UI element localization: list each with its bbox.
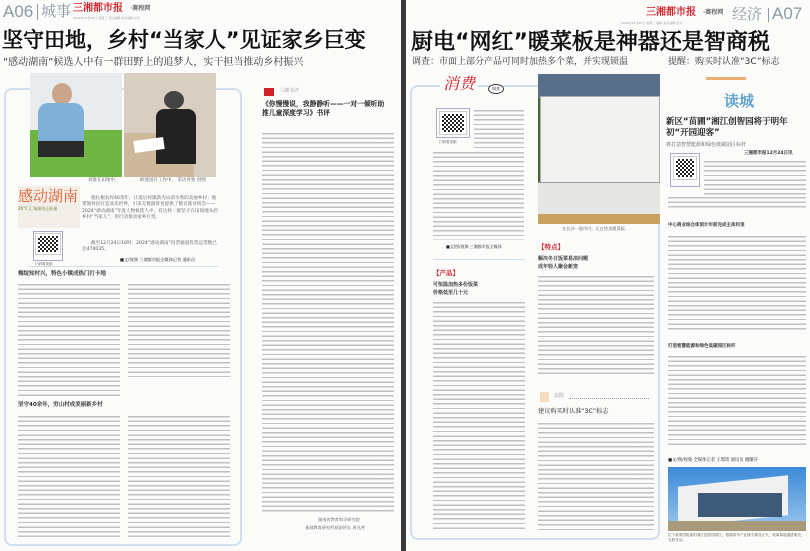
qr-box [670, 153, 700, 187]
section-title-1: 梅绽知村兴，特色小镇成热门打卡地 [18, 271, 107, 277]
masthead-meta: 2024年12月25日 星期三 编辑 美术编辑 校对 [621, 21, 683, 25]
review-author: 基础教育研究所原副所长 周丛笑 [305, 525, 365, 530]
body-text [704, 159, 806, 195]
qr-label: 扫码看视频 [35, 262, 53, 266]
divider [768, 8, 769, 22]
qr-code[interactable] [36, 234, 60, 254]
column-logo [18, 186, 80, 228]
speech-bubble-icon [264, 88, 274, 96]
brand-logo: 三湘都市报 [646, 7, 696, 18]
headline: 厨电“网红”暖菜板是神器还是智商税 [411, 30, 770, 55]
page-number: A07 [772, 4, 803, 23]
column-logo-sub: 26°C 汇聚湖南正能量 [18, 206, 58, 211]
city-subheadline: 将打造智慧能源和绿色低碳园区标杆 [666, 142, 747, 148]
page-a07 [406, 0, 810, 551]
city-section-1: 中心商业综合体预计年前完成主体封顶 [668, 223, 745, 228]
photo-caption-1: 刘准在田地中。 [88, 178, 120, 183]
column-logo-text: 感动湖南 [18, 187, 79, 205]
subheadline-left: 调查：市面上部分产品可同时加热多个菜，并实现锁温 [412, 57, 629, 67]
section-name: 城事 [41, 2, 72, 20]
credit: ■文/图/视频 三湘都市报全媒体 [446, 244, 502, 249]
column-logo: 消费 [440, 74, 478, 93]
credit: ■文/视频 三湘都市报全媒体记者 通讯员 [120, 257, 196, 262]
divider [37, 4, 38, 20]
qr-code[interactable] [440, 112, 466, 134]
city-photo-caption: 位于新果园街道的湘江创智园园区，错落排布产业楼宇颇具大气，玻璃幕墙通透明亮，光影灵动。 [668, 533, 805, 542]
feature-title-2: 成年轻人聚会新宠 [538, 264, 579, 270]
masthead-meta: 2024年12月25日 星期三 责任编辑 美术编辑 校对 [73, 16, 141, 20]
tag-product: 【产品】 [433, 269, 459, 277]
body-text [538, 274, 654, 374]
section-name: 经济 [732, 5, 763, 23]
review-author-org: 湖南省教育科学研究院 [318, 517, 360, 522]
body-text [433, 300, 525, 532]
city-dateline: 三湘都市报12月24日讯 [744, 151, 793, 156]
qr-label: 扫码看视频 [439, 140, 457, 144]
subheadline: “感动湖南”候选人中有一群田野上的追梦人，实干担当推动乡村振兴 [3, 57, 304, 68]
column-badge: 调查 [488, 84, 504, 94]
section-title-2: 坚守40余年，穷山村成美丽新乡村 [18, 402, 103, 408]
photo-caption: 在长沙一超市内，正在售卖暖菜板。 [562, 226, 630, 231]
city-column-logo: 读城 [724, 92, 755, 110]
city-section-2: 打造智慧能源和绿色低碳园区标杆 [668, 344, 736, 349]
body-text [128, 282, 230, 377]
city-photo [668, 467, 806, 531]
qr-box [436, 108, 470, 138]
body-text [668, 195, 806, 211]
review-body [262, 131, 394, 513]
body-text [474, 108, 524, 148]
qr-code[interactable] [674, 157, 696, 179]
subheadline-right: 提醒：购买时认准“3C”标志 [668, 57, 780, 67]
city-headline: 新区“苗圃”湘江创智园将于明年初“开园迎客” [666, 117, 788, 138]
product-title: 可恒温加热多份饭菜 [433, 282, 479, 288]
divider [433, 259, 525, 260]
photo-farmer [30, 73, 122, 177]
review-title: 《你慢慢说，我静静听——一对一倾听助推儿童深度学习》书评 [262, 100, 385, 117]
page-number: A06 [3, 2, 34, 21]
headline: 坚守田地，乡村“当家人”见证家乡巨变 [2, 28, 366, 52]
product-photo [538, 74, 660, 224]
body-text [433, 150, 524, 240]
tip-label: 提醒 [554, 393, 565, 399]
body-text [18, 414, 120, 540]
divider [28, 266, 218, 267]
brand-tag: ·赛程网 [130, 5, 151, 12]
photo-worker [124, 73, 216, 177]
body-text [18, 282, 120, 398]
city-credit: ■文/图/视频 全媒体记者 王璟琦 通讯员 谢璐莎 [668, 458, 758, 463]
body-text [538, 421, 654, 531]
intro-text: 他扎根农村40余年，让落后村镇新为山清水秀的美丽乡村；他带领村民打造欢乐世界，引来无数游客也提供了数百就业机会——2024“感动湖南”年度人物候选人中，有这样一群坚守在田间地头的乡村“当家人”，用行动推动家乡巨变。 [82, 196, 218, 220]
body-text [668, 354, 806, 446]
divider [569, 398, 649, 399]
product-title-2: 价格低至几十元 [433, 290, 469, 296]
page-a06 [0, 0, 401, 551]
qr-box [33, 231, 63, 261]
brand-logo: 三湘都市报 [73, 3, 123, 14]
photo-caption-2: 欧爱国在工作中。 采访对象 供图 [140, 178, 206, 183]
tag-feature: 【特点】 [538, 243, 564, 251]
tip-title: 建议购买时认准“3C”标志 [538, 408, 609, 415]
body-text [128, 414, 230, 540]
tip-bubble-icon [540, 392, 549, 402]
review-column: 三湘书评 [279, 88, 300, 94]
feature-title: 解决冬日饭菜易凉问题 [538, 256, 589, 262]
intro-text-2: 截至12月24日16时，2024“感动湖南”投票通道投票总票数已达470035。 [82, 241, 217, 253]
brand-tag: ·赛程网 [703, 9, 724, 16]
body-text [668, 234, 806, 330]
